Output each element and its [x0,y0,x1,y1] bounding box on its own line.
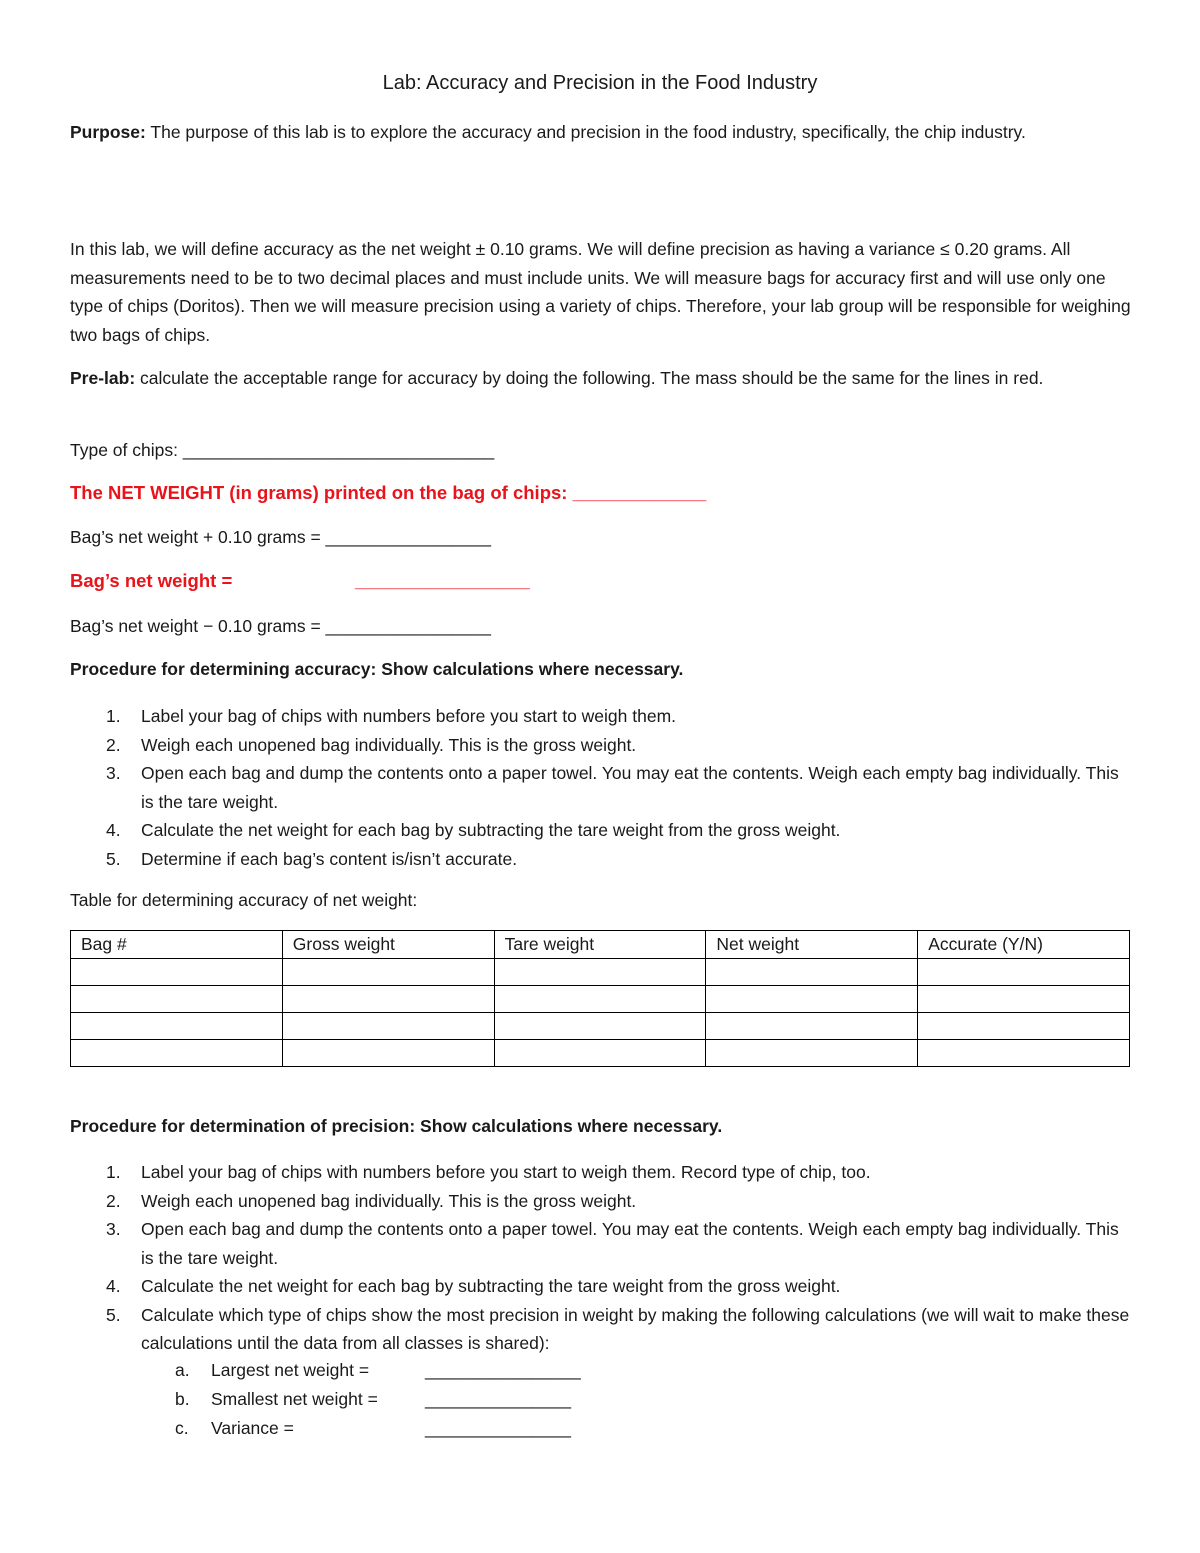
accuracy-steps-list [70,702,1132,873]
purpose-text: The purpose of this lab is to explore the accuracy and precision in the food industry, specifically, the chip industry. [145,122,1026,142]
variance-row: c. Variance = _______________ [70,1414,1132,1443]
table-cell[interactable] [282,959,494,986]
list-item: 5. Calculate which type of chips show the most precision in weight by making the following calculations (we will wait to make these calculations until the data from all classes is shared): [106,1304,1130,1353]
list-item: 3. Open each bag and dump the contents onto a paper towel. You may eat the contents. Weigh each empty bag individually. This is the tare weight. [106,763,1119,812]
list-item: 2. Weigh each unopened bag individually. This is the gross weight. [106,734,637,755]
smallest-net-weight-row: b. Smallest net weight = _______________ [70,1385,1132,1414]
prelab-text: calculate the acceptable range for accuracy by doing the following. The mass should be the same for the lines in red. [135,368,1044,388]
col-tare-weight: Tare weight [494,931,706,959]
table-cell[interactable] [706,1040,918,1067]
col-gross-weight: Gross weight [282,931,494,959]
table-cell[interactable] [918,959,1130,986]
accuracy-procedure-heading: Procedure for determining accuracy: Show calculations where necessary. [70,659,684,679]
accuracy-table-caption: Table for determining accuracy of net weight: [70,890,418,910]
largest-net-weight-row: a. Largest net weight = ________________ [70,1356,1132,1385]
table-header-row [71,931,1130,959]
net-weight-equal-label: Bag’s net weight = [70,570,233,591]
prelab-paragraph [70,364,1132,393]
net-weight-equal-blank[interactable]: _________________ [355,570,530,591]
table-cell[interactable] [71,959,283,986]
list-item: 1. Label your bag of chips with numbers before you start to weigh them. [106,706,677,726]
table-cell[interactable] [71,1013,283,1040]
table-cell[interactable] [706,959,918,986]
table-row [71,1013,1130,1040]
table-cell[interactable] [494,1040,706,1067]
intro-paragraph: In this lab, we will define accuracy as the net weight ± 0.10 grams. We will define precision as having a variance ≤ 0.20 grams. All measurements need to be to two decimal places and must include units. We will measure bags for accuracy first and will use only one type of chips (Doritos). Then we will measure precision using a variety of chips. Therefore, your lab group will be responsible for weighing two bags of chips. [70,239,1131,345]
table-cell[interactable] [918,1013,1130,1040]
table-cell[interactable] [494,959,706,986]
table-cell[interactable] [494,1013,706,1040]
list-item: 5. Determine if each bag’s content is/isn’t accurate. [106,848,518,869]
table-cell[interactable] [918,986,1130,1013]
table-cell[interactable] [282,1040,494,1067]
list-item: 3. Open each bag and dump the contents onto a paper towel. You may eat the contents. Weigh each empty bag individually. This is the tare weight. [106,1219,1119,1268]
table-cell[interactable] [282,1013,494,1040]
list-item: 4. Calculate the net weight for each bag by subtracting the tare weight from the gross weight. [106,820,841,840]
chip-type-field[interactable]: Type of chips: ________________________________ [70,440,495,460]
table-cell[interactable] [282,986,494,1013]
list-item: 4. Calculate the net weight for each bag by subtracting the tare weight from the gross weight. [106,1276,841,1296]
table-row [71,986,1130,1013]
prelab-label: Pre-lab: [70,368,136,388]
table-cell[interactable] [706,986,918,1013]
net-weight-plus-field[interactable]: Bag’s net weight + 0.10 grams = _________________ [70,527,491,547]
col-accurate: Accurate (Y/N) [918,931,1130,959]
precision-steps-list [70,1158,1132,1358]
table-row [71,959,1130,986]
precision-procedure-heading: Procedure for determination of precision: Show calculations where necessary. [70,1116,723,1136]
purpose-label: Purpose: [70,122,146,142]
variance-blank[interactable]: _______________ [425,1418,571,1438]
table-cell[interactable] [706,1013,918,1040]
accuracy-table [70,930,1130,1067]
smallest-net-weight-blank[interactable]: _______________ [425,1389,571,1409]
purpose-paragraph [70,118,1132,147]
page-title: Lab: Accuracy and Precision in the Food Industry [382,72,818,94]
table-cell[interactable] [71,1040,283,1067]
table-cell[interactable] [71,986,283,1013]
list-item: 2. Weigh each unopened bag individually. This is the gross weight. [106,1190,637,1211]
col-bag-number: Bag # [71,931,283,959]
table-cell[interactable] [494,986,706,1013]
net-weight-minus-field[interactable]: Bag’s net weight − 0.10 grams = _________________ [70,616,491,636]
largest-net-weight-blank[interactable]: ________________ [425,1360,581,1380]
precision-calculations [70,1356,1132,1443]
table-row [71,1040,1130,1067]
list-item: 1. Label your bag of chips with numbers before you start to weigh them. Record type of chip, too. [106,1162,871,1182]
net-weight-printed-field[interactable]: The NET WEIGHT (in grams) printed on the bag of chips: _____________ [70,482,707,503]
table-cell[interactable] [918,1040,1130,1067]
col-net-weight: Net weight [706,931,918,959]
